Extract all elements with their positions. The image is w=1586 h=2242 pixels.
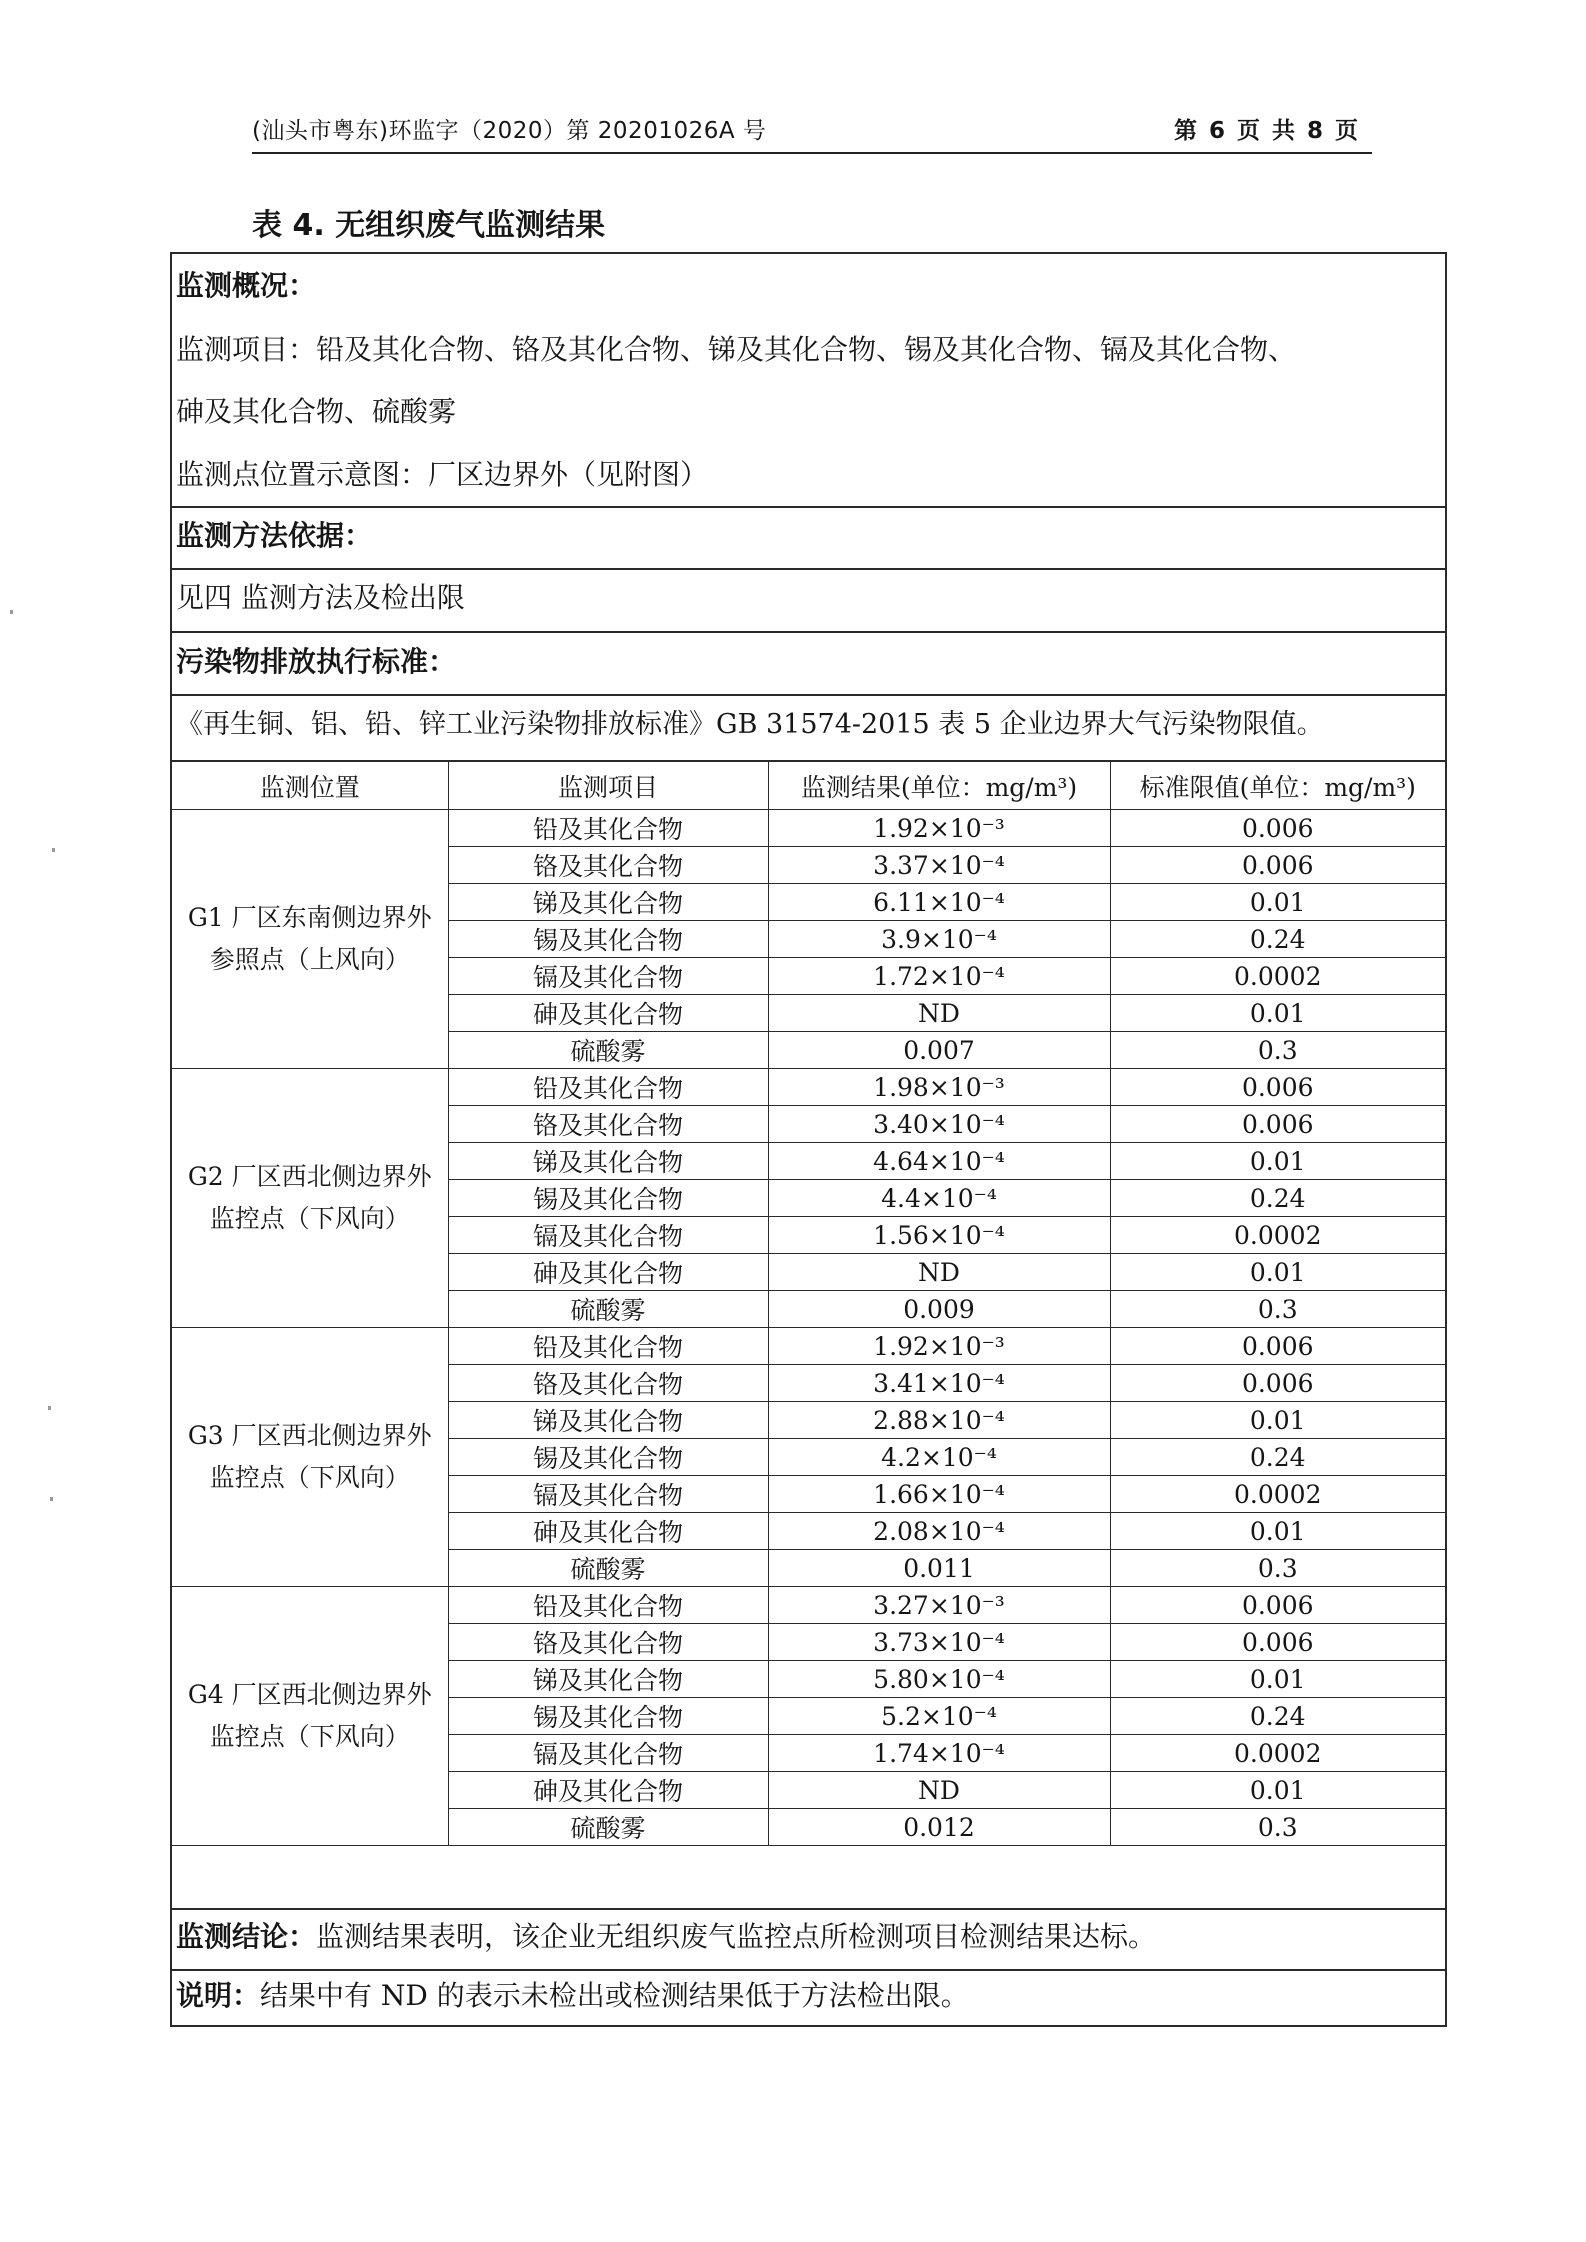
result-cell: 4.4×10⁻⁴: [768, 1180, 1110, 1217]
item-cell: 锑及其化合物: [448, 884, 768, 921]
result-cell: 0.011: [768, 1550, 1110, 1587]
result-cell: 3.40×10⁻⁴: [768, 1106, 1110, 1143]
divider: [172, 694, 1445, 696]
limit-cell: 0.0002: [1110, 1217, 1445, 1254]
result-cell: 5.2×10⁻⁴: [768, 1698, 1110, 1735]
page-number: 第 6 页 共 8 页: [1173, 118, 1360, 144]
results-table: [172, 762, 1445, 1846]
limit-cell: 0.006: [1110, 1624, 1445, 1661]
limit-cell: 0.006: [1110, 1365, 1445, 1402]
page-header: [252, 108, 1372, 154]
limit-cell: 0.006: [1110, 1069, 1445, 1106]
divider: [172, 1908, 1445, 1910]
table-row: [172, 1587, 1445, 1624]
column-header-limit: 标准限值(单位：mg/m³): [1110, 762, 1445, 810]
limit-cell: 0.3: [1110, 1809, 1445, 1846]
limit-cell: 0.01: [1110, 1772, 1445, 1809]
result-cell: 5.80×10⁻⁴: [768, 1661, 1110, 1698]
result-cell: ND: [768, 995, 1110, 1032]
note: [176, 1979, 969, 2012]
item-cell: 铬及其化合物: [448, 1624, 768, 1661]
monitoring-items-line1: 监测项目：铅及其化合物、铬及其化合物、锑及其化合物、锡及其化合物、镉及其化合物、: [176, 333, 1297, 366]
item-cell: 砷及其化合物: [448, 1513, 768, 1550]
limit-cell: 0.3: [1110, 1032, 1445, 1069]
limit-cell: 0.24: [1110, 1180, 1445, 1217]
item-cell: 铅及其化合物: [448, 1069, 768, 1106]
table-title: 表 4. 无组织废气监测结果: [252, 208, 606, 243]
item-cell: 锡及其化合物: [448, 1180, 768, 1217]
item-cell: 镉及其化合物: [448, 958, 768, 995]
limit-cell: 0.24: [1110, 1698, 1445, 1735]
divider: [172, 506, 1445, 508]
item-cell: 锡及其化合物: [448, 1439, 768, 1476]
item-cell: 镉及其化合物: [448, 1735, 768, 1772]
result-cell: 1.66×10⁻⁴: [768, 1476, 1110, 1513]
item-cell: 锑及其化合物: [448, 1661, 768, 1698]
limit-cell: 0.24: [1110, 921, 1445, 958]
column-header-result: 监测结果(单位：mg/m³): [768, 762, 1110, 810]
result-cell: 3.73×10⁻⁴: [768, 1624, 1110, 1661]
limit-cell: 0.01: [1110, 1513, 1445, 1550]
item-cell: 锡及其化合物: [448, 1698, 768, 1735]
table-row: [172, 810, 1445, 847]
item-cell: 砷及其化合物: [448, 995, 768, 1032]
item-cell: 砷及其化合物: [448, 1254, 768, 1291]
result-cell: 3.41×10⁻⁴: [768, 1365, 1110, 1402]
item-cell: 硫酸雾: [448, 1032, 768, 1069]
note-text: 结果中有 ND 的表示未检出或检测结果低于方法检出限。: [260, 1979, 969, 2012]
limit-cell: 0.3: [1110, 1291, 1445, 1328]
item-cell: 硫酸雾: [448, 1291, 768, 1328]
conclusion-text: 监测结果表明，该企业无组织废气监控点所检测项目检测结果达标。: [316, 1920, 1157, 1953]
result-cell: 1.92×10⁻³: [768, 810, 1110, 847]
conclusion: [176, 1920, 1157, 1953]
result-cell: 3.9×10⁻⁴: [768, 921, 1110, 958]
limit-cell: 0.01: [1110, 1402, 1445, 1439]
column-header-item: 监测项目: [448, 762, 768, 810]
location-cell: G1 厂区东南侧边界外参照点（上风向）: [172, 810, 448, 1069]
result-cell: 4.64×10⁻⁴: [768, 1143, 1110, 1180]
limit-cell: 0.0002: [1110, 1735, 1445, 1772]
result-cell: 3.37×10⁻⁴: [768, 847, 1110, 884]
column-header-location: 监测位置: [172, 762, 448, 810]
limit-cell: 0.24: [1110, 1439, 1445, 1476]
scan-mark: [50, 1497, 53, 1501]
result-cell: 1.56×10⁻⁴: [768, 1217, 1110, 1254]
item-cell: 铅及其化合物: [448, 1328, 768, 1365]
limit-cell: 0.0002: [1110, 958, 1445, 995]
limit-cell: 0.3: [1110, 1550, 1445, 1587]
scan-mark: [52, 848, 55, 852]
standard-heading: 污染物排放执行标准：: [176, 645, 457, 678]
method-text: 见四 监测方法及检出限: [176, 581, 465, 614]
limit-cell: 0.006: [1110, 847, 1445, 884]
divider: [172, 1969, 1445, 1971]
item-cell: 锑及其化合物: [448, 1402, 768, 1439]
item-cell: 锡及其化合物: [448, 921, 768, 958]
location-cell: G4 厂区西北侧边界外监控点（下风向）: [172, 1587, 448, 1846]
result-cell: 2.08×10⁻⁴: [768, 1513, 1110, 1550]
conclusion-label: 监测结论：: [176, 1920, 317, 1953]
location-cell: G3 厂区西北侧边界外监控点（下风向）: [172, 1328, 448, 1587]
item-cell: 镉及其化合物: [448, 1217, 768, 1254]
result-cell: ND: [768, 1772, 1110, 1809]
item-cell: 铬及其化合物: [448, 1365, 768, 1402]
limit-cell: 0.01: [1110, 1143, 1445, 1180]
result-cell: 2.88×10⁻⁴: [768, 1402, 1110, 1439]
limit-cell: 0.006: [1110, 1106, 1445, 1143]
item-cell: 硫酸雾: [448, 1550, 768, 1587]
item-cell: 铅及其化合物: [448, 1587, 768, 1624]
divider: [172, 568, 1445, 570]
scan-mark: [48, 1406, 51, 1410]
result-cell: 0.009: [768, 1291, 1110, 1328]
table-row: [172, 1328, 1445, 1365]
table-header-row: [172, 762, 1445, 810]
limit-cell: 0.01: [1110, 1254, 1445, 1291]
monitoring-items-line2: 砷及其化合物、硫酸雾: [176, 395, 457, 428]
item-cell: 砷及其化合物: [448, 1772, 768, 1809]
result-cell: 3.27×10⁻³: [768, 1587, 1110, 1624]
limit-cell: 0.01: [1110, 884, 1445, 921]
limit-cell: 0.006: [1110, 810, 1445, 847]
result-cell: 1.92×10⁻³: [768, 1328, 1110, 1365]
scan-mark: [10, 610, 13, 614]
item-cell: 铬及其化合物: [448, 847, 768, 884]
standard-text: 《再生铜、铝、铅、锌工业污染物排放标准》GB 31574-2015 表 5 企业边界大气污染物限值。: [176, 709, 1324, 740]
limit-cell: 0.01: [1110, 995, 1445, 1032]
limit-cell: 0.006: [1110, 1328, 1445, 1365]
item-cell: 锑及其化合物: [448, 1143, 768, 1180]
note-label: 说明：: [176, 1979, 261, 2012]
result-cell: ND: [768, 1254, 1110, 1291]
item-cell: 铬及其化合物: [448, 1106, 768, 1143]
item-cell: 铅及其化合物: [448, 810, 768, 847]
monitoring-location: 监测点位置示意图：厂区边界外（见附图）: [176, 458, 709, 491]
result-cell: 4.2×10⁻⁴: [768, 1439, 1110, 1476]
table-row: [172, 1069, 1445, 1106]
item-cell: 镉及其化合物: [448, 1476, 768, 1513]
method-heading: 监测方法依据：: [176, 519, 373, 552]
limit-cell: 0.006: [1110, 1587, 1445, 1624]
result-cell: 0.012: [768, 1809, 1110, 1846]
result-cell: 0.007: [768, 1032, 1110, 1069]
limit-cell: 0.0002: [1110, 1476, 1445, 1513]
result-cell: 1.98×10⁻³: [768, 1069, 1110, 1106]
result-cell: 1.74×10⁻⁴: [768, 1735, 1110, 1772]
result-cell: 6.11×10⁻⁴: [768, 884, 1110, 921]
document-number: (汕头市粤东)环监字（2020）第 20201026A 号: [252, 118, 767, 144]
overview-heading: 监测概况：: [176, 269, 317, 302]
item-cell: 硫酸雾: [448, 1809, 768, 1846]
divider: [172, 631, 1445, 633]
result-cell: 1.72×10⁻⁴: [768, 958, 1110, 995]
location-cell: G2 厂区西北侧边界外监控点（下风向）: [172, 1069, 448, 1328]
limit-cell: 0.01: [1110, 1661, 1445, 1698]
results-frame: [170, 252, 1447, 2027]
